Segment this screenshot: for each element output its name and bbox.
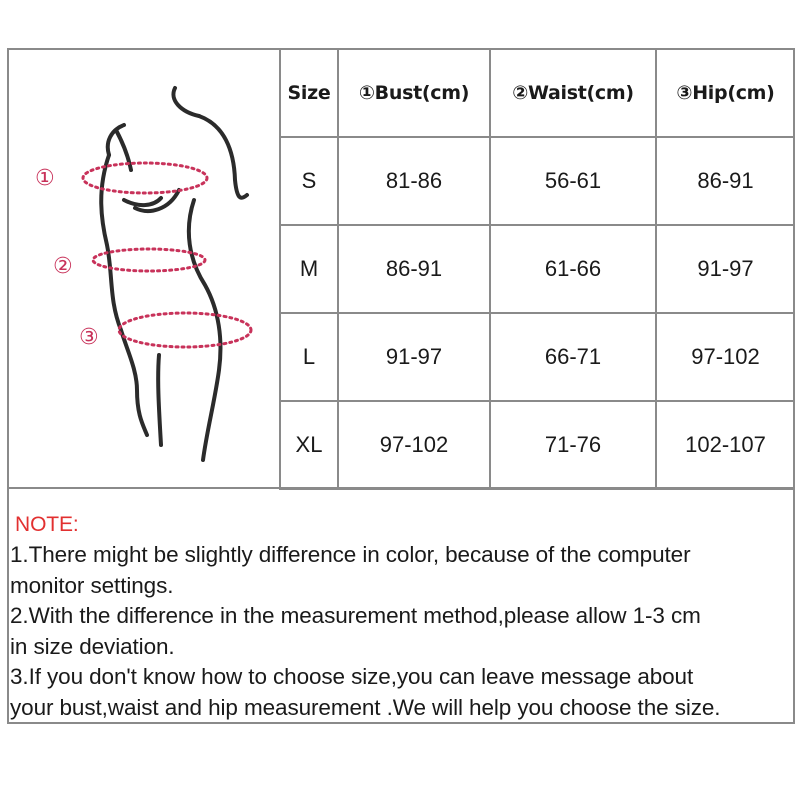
table-row bbox=[280, 137, 794, 225]
note-line: 1.There might be slightly difference in color, because of the computer bbox=[10, 542, 691, 567]
section-divider bbox=[9, 487, 793, 489]
note-line: monitor settings. bbox=[10, 572, 174, 598]
notes-section bbox=[10, 510, 792, 723]
bust-marker: ① bbox=[35, 166, 55, 191]
body-outline-illustration bbox=[9, 50, 279, 486]
cell-size: XL bbox=[280, 401, 338, 489]
size-table bbox=[279, 50, 794, 490]
hip-marker: ③ bbox=[79, 325, 99, 350]
waist-marker: ② bbox=[53, 254, 73, 279]
body-measurement-figure bbox=[9, 50, 279, 486]
note-title: NOTE: bbox=[15, 513, 79, 536]
cell-hip: 97-102 bbox=[656, 313, 794, 401]
cell-bust: 97-102 bbox=[338, 401, 490, 489]
header-waist: ②Waist(cm) bbox=[490, 50, 656, 137]
header-hip: ③Hip(cm) bbox=[656, 50, 794, 137]
note-line: 2.With the difference in the measurement method,please allow 1-3 cm bbox=[10, 603, 701, 628]
cell-waist: 61-66 bbox=[490, 225, 656, 313]
cell-hip: 102-107 bbox=[656, 401, 794, 489]
table-header-row bbox=[280, 50, 794, 137]
cell-hip: 91-97 bbox=[656, 225, 794, 313]
note-line: 3.If you don't know how to choose size,you can leave message about bbox=[10, 664, 694, 689]
cell-size: L bbox=[280, 313, 338, 401]
table-row bbox=[280, 225, 794, 313]
cell-size: M bbox=[280, 225, 338, 313]
cell-waist: 71-76 bbox=[490, 401, 656, 489]
cell-bust: 81-86 bbox=[338, 137, 490, 225]
table-row bbox=[280, 401, 794, 489]
cell-waist: 56-61 bbox=[490, 137, 656, 225]
hip-measurement-ring bbox=[119, 313, 251, 347]
note-line: your bust,waist and hip measurement .We will help you choose the size. bbox=[10, 694, 721, 720]
cell-bust: 86-91 bbox=[338, 225, 490, 313]
cell-size: S bbox=[280, 137, 338, 225]
cell-waist: 66-71 bbox=[490, 313, 656, 401]
cell-bust: 91-97 bbox=[338, 313, 490, 401]
table-row bbox=[280, 313, 794, 401]
header-bust: ①Bust(cm) bbox=[338, 50, 490, 137]
note-line: in size deviation. bbox=[10, 633, 175, 659]
cell-hip: 86-91 bbox=[656, 137, 794, 225]
header-size: Size bbox=[280, 50, 338, 137]
